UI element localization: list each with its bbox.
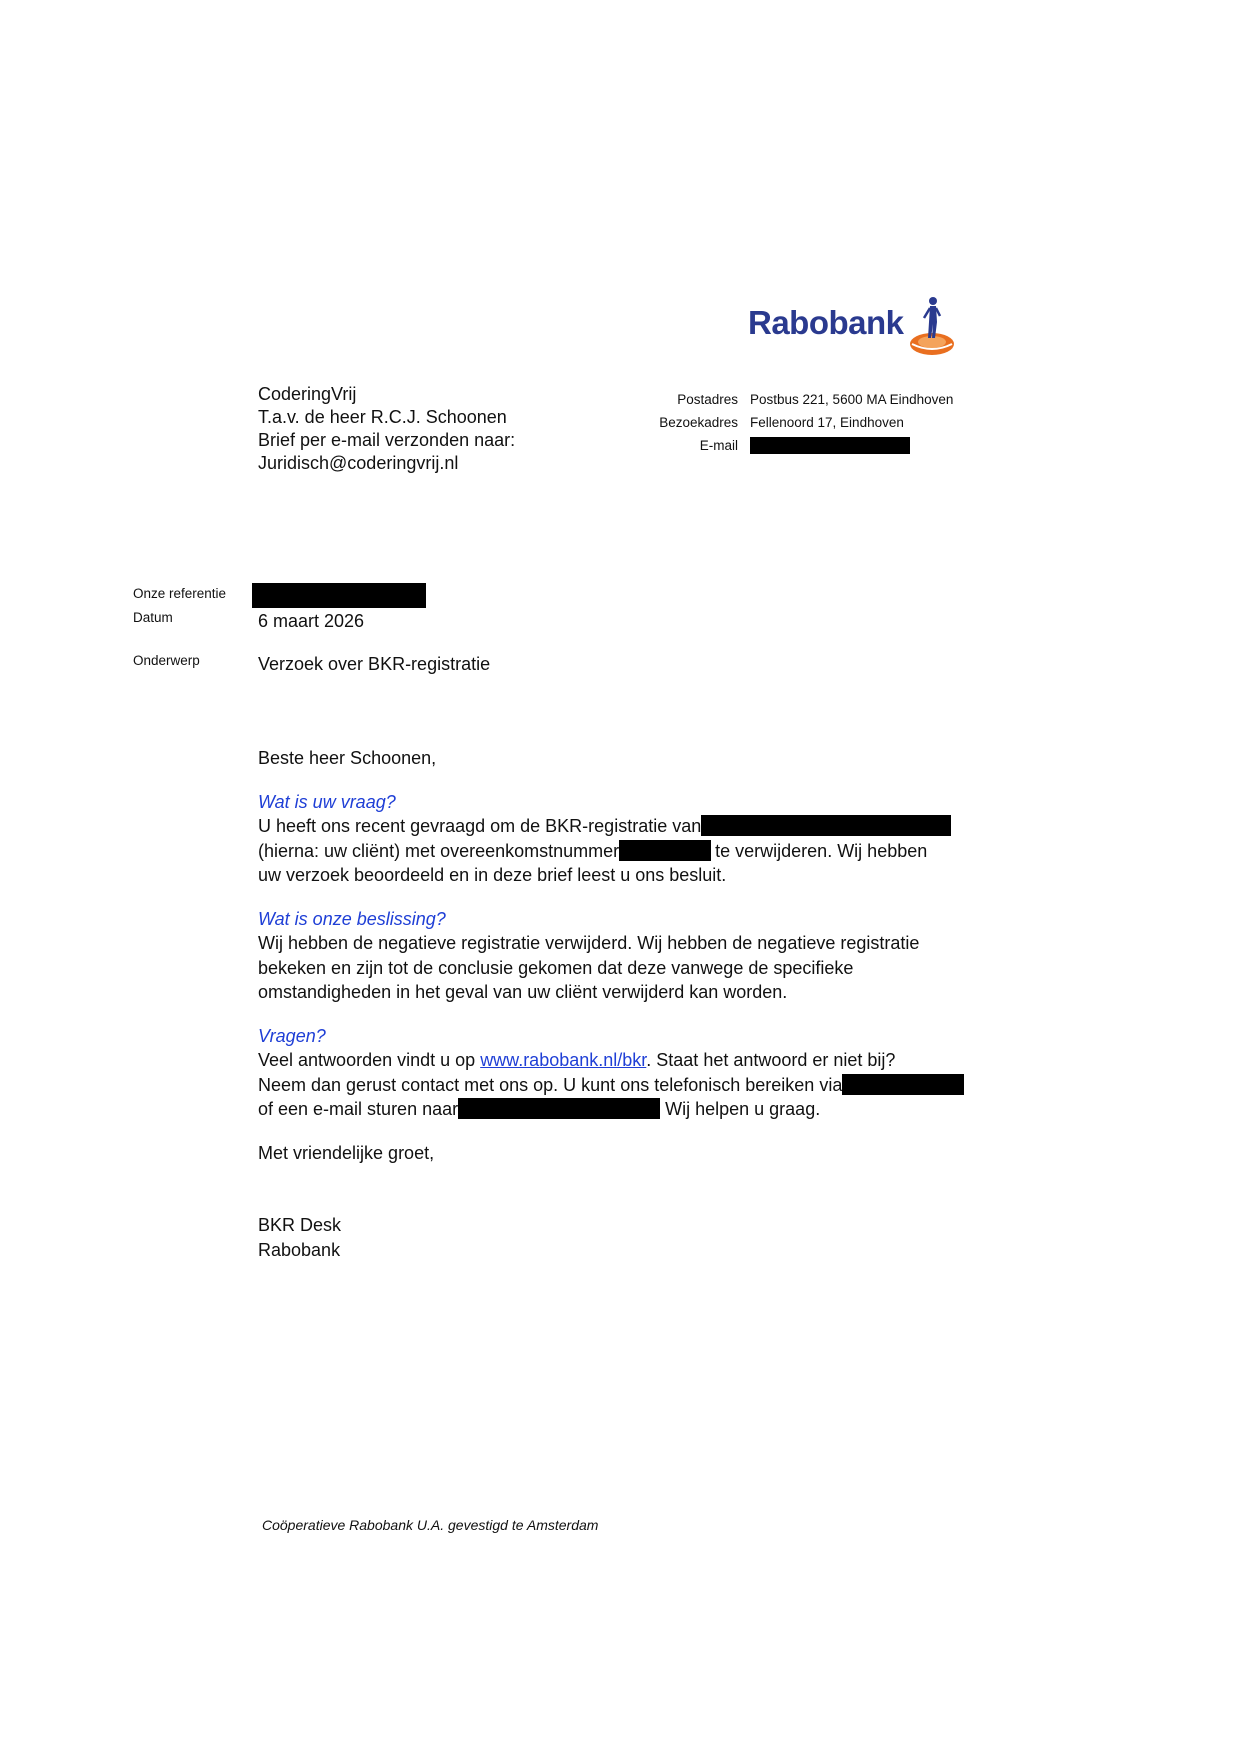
questions-line-3a-text: of een e-mail sturen naar [258, 1099, 459, 1119]
email-redaction [750, 437, 910, 454]
letter-body [258, 746, 998, 1262]
decision-line-1: Wij hebben de negatieve registratie verwijderd. Wij hebben de negatieve registratie [258, 933, 920, 953]
decision-heading: Wat is onze beslissing? [258, 908, 446, 929]
recipient-attention: T.a.v. de heer R.C.J. Schoonen [258, 407, 507, 427]
date-value: 6 maart 2026 [258, 611, 365, 631]
recipient-delivery-note: Brief per e-mail verzonden naar: [258, 430, 516, 450]
questions-heading: Vragen? [258, 1025, 326, 1046]
decision-line-2: bekeken en zijn tot de conclusie gekomen dat deze vanwege de specifieke [258, 957, 854, 978]
rabobank-logo [748, 296, 963, 358]
questions-line-1b-text: . Staat het antwoord er niet bij? [646, 1050, 896, 1070]
postal-address-label: Postadres [677, 392, 738, 407]
question-line-2b-text: te verwijderen. Wij hebben [715, 840, 928, 861]
postal-address-value: Postbus 221, 5600 MA Eindhoven [750, 392, 954, 407]
reference-label: Onze referentie [133, 586, 227, 601]
email-row [600, 434, 953, 457]
bank-contact-block [600, 388, 953, 457]
question-line-2a-text: (hierna: uw cliënt) met overeenkomstnummer [258, 840, 620, 861]
postal-address-row [600, 388, 953, 411]
client-name-redaction [701, 815, 951, 836]
questions-line-2 [258, 1073, 998, 1098]
visit-address-value: Fellenoord 17, Eindhoven [750, 415, 904, 430]
question-line-1-text: U heeft ons recent gevraagd om de BKR-registratie van [258, 816, 702, 836]
questions-line-3 [258, 1097, 998, 1122]
recipient-address [258, 383, 515, 475]
question-line-3: uw verzoek beoordeeld en in deze brief leest u ons besluit. [258, 865, 727, 885]
signer-company: Rabobank [258, 1239, 341, 1260]
closing: Met vriendelijke groet, [258, 1142, 435, 1163]
reference-redaction [252, 583, 426, 608]
footer-legal-text: Coöperatieve Rabobank U.A. gevestigd te Amsterdam [262, 1517, 599, 1533]
question-line-2 [258, 839, 998, 864]
questions-line-2-text: Neem dan gerust contact met ons op. U kunt ons telefonisch bereiken via [258, 1074, 843, 1095]
decision-line-3: omstandigheden in het geval van uw cliënt verwijderd kan worden. [258, 982, 788, 1002]
date-label: Datum [133, 610, 173, 625]
logo-wordmark: Rabobank [748, 304, 904, 341]
email-address-redaction [458, 1098, 660, 1119]
recipient-email: Juridisch@coderingvrij.nl [258, 453, 459, 473]
questions-line-1a-text: Veel antwoorden vindt u op [258, 1050, 476, 1070]
agreement-number-redaction [619, 840, 711, 861]
rabobank-figure-icon [906, 296, 962, 358]
questions-line-3b-text: Wij helpen u graag. [660, 1099, 821, 1119]
question-heading: Wat is uw vraag? [258, 791, 396, 812]
recipient-company: CoderingVrij [258, 384, 357, 404]
question-line-1 [258, 814, 998, 839]
subject-label: Onderwerp [133, 653, 200, 668]
visit-address-row [600, 411, 953, 434]
salutation: Beste heer Schoonen, [258, 748, 437, 768]
signer-department: BKR Desk [258, 1215, 342, 1235]
visit-address-label: Bezoekadres [659, 415, 738, 430]
phone-number-redaction [842, 1074, 964, 1095]
subject-value: Verzoek over BKR-registratie [258, 654, 491, 674]
rabobank-bkr-link[interactable]: www.rabobank.nl/bkr [480, 1050, 647, 1070]
questions-line-1 [258, 1048, 998, 1073]
email-label: E-mail [699, 438, 738, 453]
